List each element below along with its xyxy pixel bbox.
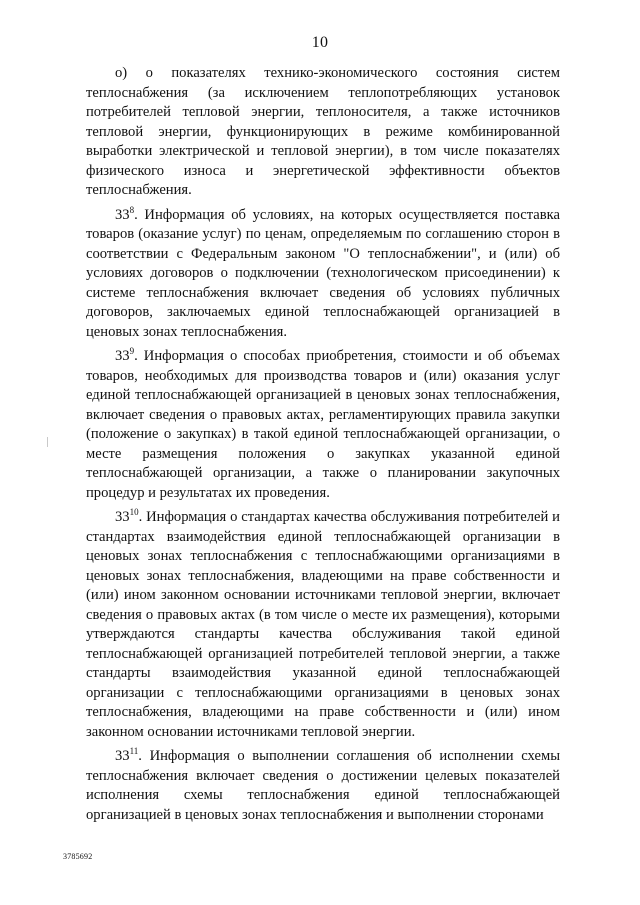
paragraph-superscript: 9: [129, 346, 135, 357]
paragraph-text: . Информация об условиях, на которых осуществляется поставка товаров (оказание услуг) по ценам, определяемым по соглашению сторон в соответствии с Федеральным законом "О теплоснабжении", и (или) об условиях договоров о подключении (технологическом присоединении) к системе теплоснабжения включает сведения об условиях публичных договоров, заключаемых единой теплоснабжающей организацией в ценовых зонах теплоснабжения.: [86, 206, 560, 340]
paragraph-number: 33: [115, 348, 130, 364]
paragraph-superscript: 11: [129, 746, 139, 757]
paragraph-superscript: 8: [129, 204, 135, 215]
paragraph-text: . Информация о способах приобретения, стоимости и об объемах товаров, необходимых для производства товаров и (или) оказания услуг единой теплоснабжающей организацией в ценовых зонах теплоснабжения, включает сведения о правовых актах, регламентирующих правила закупки (положение о закупках) в такой единой теплоснабжающей организации, о месте размещения положения о закупках указанной единой теплоснабжающей организации, а также о планировании закупочных процедур и результатах их проведения.: [86, 348, 560, 501]
paragraph-text: . Информация о стандартах качества обслуживания потребителей и стандартах взаимодействия единой теплоснабжающей организации в ценовых зонах теплоснабжения с теплоснабжающими организациями в ценовых зонах теплоснабжения, владеющими на праве собственности и (или) ином законном основании источниками тепловой энергии, включает сведения о правовых актах (в том числе о месте их размещения), которыми утверждаются стандарты качества обслуживания такой единой теплоснабжающей организацией потребителей тепловой энергии, а также стандарты взаимодействия указанной единой теплоснабжающей организации с теплоснабжающими организациями в ценовых зонах теплоснабжения, владеющими на праве собственности и (или) ином законном основании источниками тепловой энергии.: [86, 509, 560, 740]
paragraph-superscript: 10: [129, 507, 139, 518]
document-body: [86, 64, 560, 825]
document-id: 3785692: [63, 852, 93, 861]
paragraph-number: 33: [115, 509, 130, 525]
paragraph-number: 33: [115, 748, 130, 764]
paragraph-33-11: [86, 747, 560, 825]
page-number: 10: [311, 34, 329, 51]
paragraph-text: о) о показателях технико-экономического состояния систем теплоснабжения (за исключением теплопотребляющих установок потребителей тепловой энергии, теплоносителя, а также источников тепловой энергии, функционирующих в режиме комбинированной выработки электрической и тепловой энергии), в том числе показателях физического износа и энергетической эффективности объектов теплоснабжения.: [86, 65, 560, 198]
paragraph-number: 33: [115, 206, 130, 223]
margin-mark: [47, 437, 48, 447]
paragraph-33-8: [86, 206, 560, 343]
paragraph-33-9: [86, 347, 560, 503]
paragraph-text: . Информация о выполнении соглашения об исполнении схемы теплоснабжения включает сведения о достижении целевых показателей исполнения схемы теплоснабжения единой теплоснабжающей организацией в ценовых зонах теплоснабжения и выполнении сторонами: [86, 748, 560, 823]
paragraph-33-10: [86, 508, 560, 742]
paragraph-o: [86, 64, 560, 201]
